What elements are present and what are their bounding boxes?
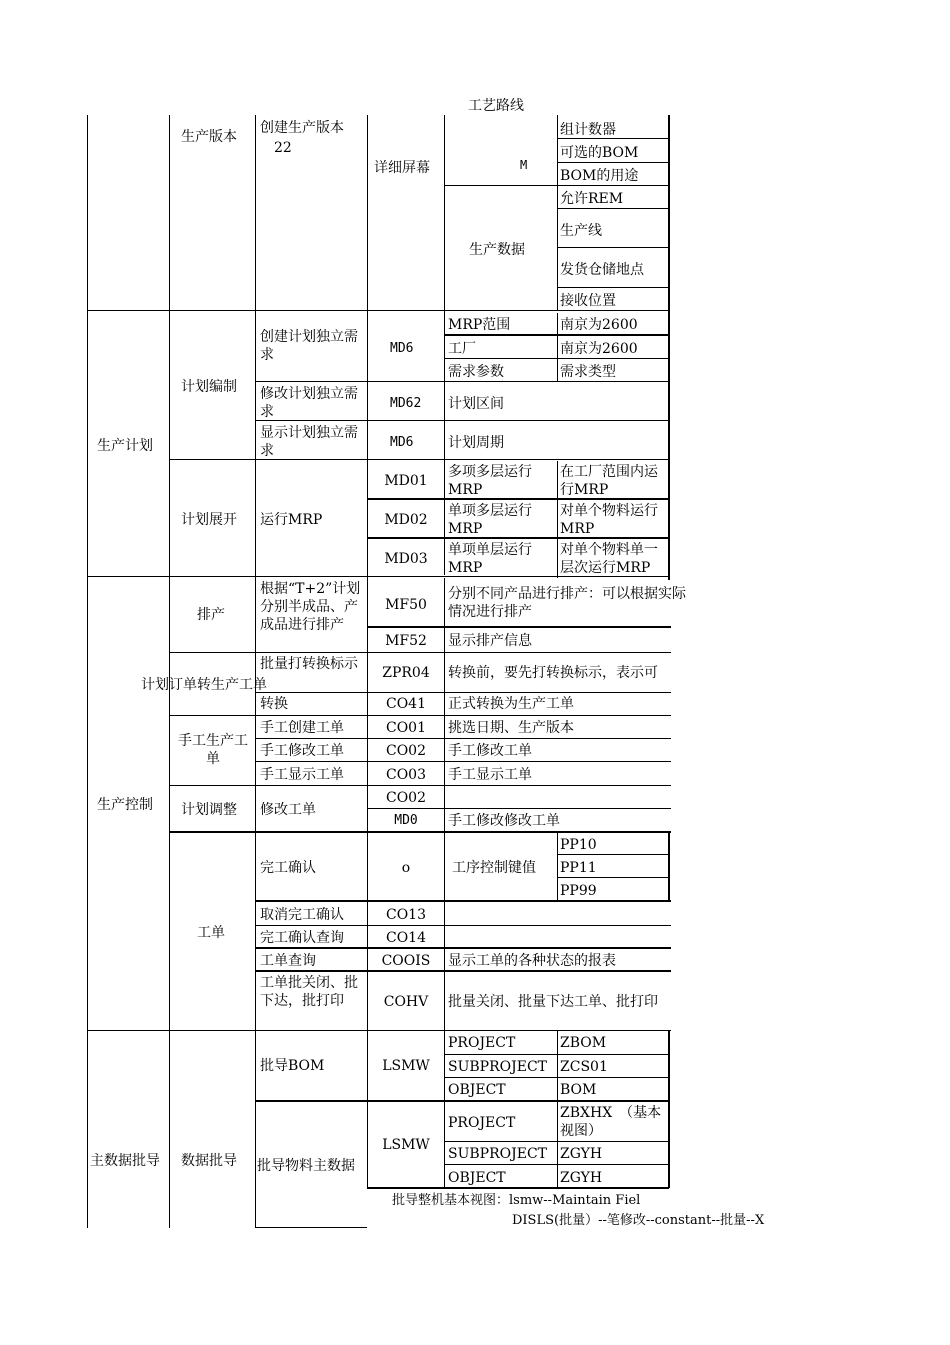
grid-line bbox=[255, 947, 671, 949]
m-item: 组计数器 bbox=[560, 122, 616, 138]
grid-line bbox=[169, 785, 671, 786]
grid-line bbox=[255, 970, 671, 972]
manual-desc: 手工显示工单 bbox=[448, 767, 532, 783]
prod-item: 生产线 bbox=[560, 223, 602, 239]
grid-line bbox=[87, 1030, 671, 1031]
mrp-run-code: MD02 bbox=[384, 512, 428, 528]
pp-item: PP10 bbox=[560, 837, 597, 853]
mrp-run-b: 对单个物料运行MRP bbox=[560, 503, 658, 537]
mrp-key: MRP范围 bbox=[448, 317, 511, 333]
co13-code: CO13 bbox=[385, 907, 426, 923]
mat-value: ZGYH bbox=[560, 1146, 603, 1162]
cancel-confirm-label: 取消完工确认 bbox=[260, 907, 344, 923]
grid-line bbox=[668, 832, 670, 900]
plan-expand-label: 计划展开 bbox=[181, 512, 237, 528]
mrp-value: 南京为2600 bbox=[560, 317, 638, 333]
manual-desc: 手工修改工单 bbox=[448, 743, 532, 759]
grid-line bbox=[367, 115, 368, 1030]
prod-item: 允许REM bbox=[560, 191, 624, 207]
batch-flag: 批量打转换标示 bbox=[260, 656, 358, 672]
grid-line bbox=[557, 461, 558, 578]
grid-line bbox=[87, 115, 88, 1228]
import-note-line1: 批导整机基本视图：lsmw--Maintain Fiel bbox=[392, 1193, 641, 1208]
work-order-label: 工单 bbox=[197, 925, 225, 941]
display-pir: 显示计划独立需求 bbox=[260, 425, 358, 458]
grid-line bbox=[255, 381, 669, 382]
mrp-run-a: 单项单层运行MRP bbox=[448, 542, 532, 576]
m-item: BOM的用途 bbox=[560, 168, 639, 184]
production-data-label: 生产数据 bbox=[469, 242, 525, 258]
mat-value: ZGYH bbox=[560, 1170, 603, 1186]
master-data-import-label: 主数据批导 bbox=[90, 1153, 160, 1169]
coois-desc: 显示工单的各种状态的报表 bbox=[448, 953, 616, 969]
lsmw-code: LSMW bbox=[382, 1137, 430, 1153]
grid-line bbox=[169, 652, 671, 653]
complete-confirm-label: 完工确认 bbox=[260, 860, 316, 876]
grid-line bbox=[255, 925, 671, 926]
grid-line bbox=[367, 626, 671, 628]
co14-code: CO14 bbox=[385, 930, 426, 946]
grid-line bbox=[557, 208, 669, 209]
run-mrp-label: 运行MRP bbox=[260, 512, 323, 528]
bom-key: PROJECT bbox=[448, 1035, 516, 1051]
grid-line bbox=[87, 576, 669, 577]
create-production-version-code: 22 bbox=[274, 140, 292, 156]
grid-line bbox=[169, 115, 170, 1228]
md62-code: MD62 bbox=[390, 396, 422, 411]
convert-group-label: 计划订单转生产工单 bbox=[141, 677, 267, 693]
grid-line bbox=[557, 287, 669, 288]
mf52-code: MF52 bbox=[385, 633, 427, 649]
grid-line bbox=[557, 832, 558, 900]
mrp-run-b: 对单个物料单一层次运行MRP bbox=[560, 542, 658, 576]
grid-line bbox=[444, 1141, 669, 1142]
mrp-run-a: 多项多层运行MRP bbox=[448, 464, 532, 498]
manual-order-label: 手工生产工单 bbox=[178, 733, 248, 767]
material-import-label: 批导物料主数据 bbox=[257, 1158, 355, 1174]
detail-screen-label: 详细屏幕 bbox=[374, 160, 430, 176]
bom-key: SUBPROJECT bbox=[448, 1059, 547, 1075]
grid-line bbox=[557, 877, 669, 878]
grid-line bbox=[255, 1227, 367, 1228]
grid-line bbox=[444, 115, 445, 575]
grid-line bbox=[444, 1054, 669, 1055]
bom-value: ZBOM bbox=[560, 1035, 607, 1051]
zpr04-code: ZPR04 bbox=[382, 665, 430, 681]
bom-key: OBJECT bbox=[448, 1082, 506, 1098]
bom-value: ZCS01 bbox=[560, 1059, 608, 1075]
prod-item: 接收位置 bbox=[560, 293, 616, 309]
md0-desc: 手工修改修改工单 bbox=[448, 813, 560, 829]
mrp-key: 需求参数 bbox=[448, 364, 504, 380]
md6b-code: MD6 bbox=[390, 435, 414, 450]
create-production-version: 创建生产版本 bbox=[260, 120, 344, 136]
production-plan-label: 生产计划 bbox=[97, 438, 153, 454]
manual-code: CO01 bbox=[385, 720, 426, 736]
bom-import-label: 批导BOM bbox=[260, 1058, 325, 1074]
op-control-key: 工序控制键值 bbox=[452, 860, 536, 876]
order-query-label: 工单查询 bbox=[260, 953, 316, 969]
md0-code: MD0 bbox=[394, 813, 418, 828]
grid-line bbox=[367, 1030, 368, 1188]
grid-line bbox=[367, 1187, 669, 1189]
grid-line bbox=[444, 578, 445, 1036]
manual-code: CO03 bbox=[385, 767, 426, 783]
modify-order-label: 修改工单 bbox=[260, 802, 316, 818]
import-note-line2: DISLS(批量）--笔修改--constant--批量--X bbox=[512, 1213, 765, 1228]
mrp-value: 南京为2600 bbox=[560, 341, 638, 357]
mrp-run-b: 在工厂范围内运行MRP bbox=[560, 464, 658, 498]
cohv-desc: 批量关闭、批量下达工单、批打印 bbox=[448, 994, 658, 1010]
grid-line bbox=[255, 692, 671, 693]
grid-line bbox=[444, 185, 669, 186]
grid-line bbox=[367, 808, 671, 809]
mrp-key: 工厂 bbox=[448, 341, 476, 357]
grid-line bbox=[367, 537, 669, 539]
mat-key: SUBPROJECT bbox=[448, 1146, 547, 1162]
mrp-value: 需求类型 bbox=[560, 364, 616, 380]
grid-line bbox=[255, 900, 671, 902]
grid-line bbox=[367, 498, 669, 500]
plan-period: 计划周期 bbox=[448, 435, 504, 451]
mf50-desc: 分别不同产品进行排产：可以根据实际情况进行排产 bbox=[448, 586, 686, 620]
grid-line bbox=[169, 831, 671, 833]
lsmw-code: LSMW bbox=[382, 1058, 430, 1074]
mrp-run-code: MD01 bbox=[384, 473, 428, 489]
modify-pir: 修改计划独立需求 bbox=[260, 386, 358, 419]
grid-line bbox=[87, 310, 669, 311]
grid-line bbox=[557, 854, 669, 855]
grid-line bbox=[169, 715, 671, 716]
co02-code: CO02 bbox=[385, 790, 426, 806]
batch-ops-label: 工单批关闭、批下达，批打印 bbox=[260, 975, 358, 1009]
mf50-code: MF50 bbox=[385, 597, 427, 613]
grid-line bbox=[444, 1077, 669, 1078]
convert-label: 转换 bbox=[260, 696, 288, 712]
manual-name: 手工创建工单 bbox=[260, 720, 344, 736]
manual-name: 手工修改工单 bbox=[260, 743, 344, 759]
production-version-label: 生产版本 bbox=[181, 129, 237, 145]
coois-code: COOIS bbox=[381, 953, 431, 969]
grid-line bbox=[557, 115, 558, 310]
mf52-desc: 显示排产信息 bbox=[448, 633, 532, 649]
grid-line bbox=[255, 1100, 669, 1102]
prod-item: 发货仓储地点 bbox=[560, 262, 644, 278]
plan-interval: 计划区间 bbox=[448, 396, 504, 412]
grid-line bbox=[444, 334, 669, 336]
cohv-code: COHV bbox=[383, 994, 429, 1010]
md6-code: MD6 bbox=[390, 341, 414, 356]
plan-edit-label: 计划编制 bbox=[181, 379, 237, 395]
co41-desc: 正式转换为生产工单 bbox=[448, 696, 574, 712]
grid-line bbox=[444, 1164, 669, 1165]
zpr04-desc: 转换前，要先打转换标示，表示可 bbox=[448, 665, 658, 681]
o-code: o bbox=[401, 860, 411, 876]
grid-line bbox=[557, 313, 558, 381]
grid-line bbox=[444, 358, 669, 359]
scheduling-desc: 根据“T+2”计划分别半成品、产成品进行排产 bbox=[260, 581, 361, 633]
create-pir: 创建计划独立需求 bbox=[260, 329, 358, 363]
mrp-run-a: 单项多层运行MRP bbox=[448, 503, 532, 537]
mat-value: ZBXHX （基本视图） bbox=[560, 1105, 662, 1139]
manual-desc: 挑选日期、生产版本 bbox=[448, 720, 574, 736]
mrp-run-code: MD03 bbox=[384, 551, 428, 567]
co41-code: CO41 bbox=[385, 696, 426, 712]
grid-line bbox=[255, 420, 669, 421]
grid-line bbox=[557, 162, 669, 163]
query-confirm-label: 完工确认查询 bbox=[260, 930, 344, 946]
mat-key: PROJECT bbox=[448, 1115, 516, 1131]
routing-title: 工艺路线 bbox=[468, 98, 524, 114]
bom-value: BOM bbox=[560, 1082, 597, 1098]
data-import-label: 数据批导 bbox=[181, 1153, 237, 1169]
grid-line bbox=[255, 115, 256, 1228]
plan-adjust-label: 计划调整 bbox=[181, 802, 237, 818]
grid-line bbox=[557, 247, 669, 248]
pp-item: PP11 bbox=[560, 860, 597, 876]
grid-line bbox=[255, 761, 671, 762]
grid-line bbox=[255, 738, 671, 739]
scheduling-label: 排产 bbox=[197, 607, 225, 623]
m-label: M bbox=[520, 158, 528, 172]
mat-key: OBJECT bbox=[448, 1170, 506, 1186]
manual-code: CO02 bbox=[385, 743, 426, 759]
m-item: 可选的BOM bbox=[560, 145, 639, 161]
pp-item: PP99 bbox=[560, 883, 597, 899]
production-control-label: 生产控制 bbox=[97, 797, 153, 813]
manual-name: 手工显示工单 bbox=[260, 767, 344, 783]
grid-line bbox=[169, 459, 669, 460]
